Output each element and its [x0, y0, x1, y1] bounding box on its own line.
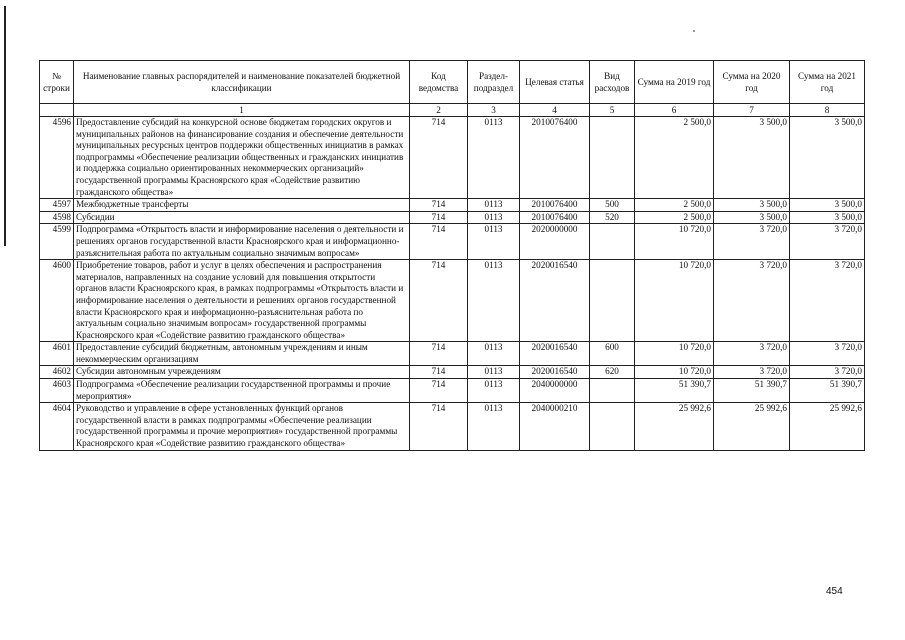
row-target-article: 2040000000 — [520, 379, 590, 403]
column-number-cell: 1 — [74, 104, 410, 117]
row-target-article: 2010076400 — [520, 211, 590, 224]
row-name: Субсидии — [74, 211, 410, 224]
table-row — [40, 366, 865, 379]
scan-speck — [693, 30, 695, 32]
row-expense-kind: 520 — [590, 211, 635, 224]
header-row — [40, 61, 865, 104]
column-number-cell: 5 — [590, 104, 635, 117]
row-number: 4600 — [40, 260, 74, 342]
row-name: Руководство и управление в сфере установленных функций органов государственной власти в рамках подпрограммы «Обеспечение реализации государственной программы и прочие мероприятия» государственной программы Красноярского края «Содействие развитию гражданского общества» — [74, 403, 410, 450]
table-row — [40, 260, 865, 342]
row-number: 4604 — [40, 403, 74, 450]
row-name: Предоставление субсидий бюджетным, автономным учреждениям и иным некоммерческим организациям — [74, 342, 410, 366]
row-section: 0113 — [468, 342, 520, 366]
row-expense-kind: 600 — [590, 342, 635, 366]
row-sum-2019: 2 500,0 — [635, 117, 714, 199]
table-row — [40, 379, 865, 403]
column-number-cell: 4 — [520, 104, 590, 117]
column-number-cell: 8 — [790, 104, 865, 117]
row-agency-code: 714 — [410, 379, 468, 403]
row-section: 0113 — [468, 379, 520, 403]
table-row — [40, 403, 865, 450]
row-expense-kind — [590, 403, 635, 450]
budget-sheet — [39, 60, 865, 451]
row-sum-2021: 3 500,0 — [790, 117, 865, 199]
row-expense-kind — [590, 379, 635, 403]
header-cell: Вид расходов — [590, 61, 635, 104]
column-number-cell — [40, 104, 74, 117]
header-cell: Раздел-подраздел — [468, 61, 520, 104]
row-section: 0113 — [468, 211, 520, 224]
row-sum-2021: 3 500,0 — [790, 199, 865, 212]
row-name: Субсидии автономным учреждениям — [74, 366, 410, 379]
row-name: Предоставление субсидий на конкурсной основе бюджетам городских округов и муниципальных районов на финансирование создания и обеспечение деятельности муниципальных ресурсных центров поддержки общественных инициатив в рамках подпрограммы «Обеспечение реализации общественных и гражданских инициатив и поддержка социально ориентированных некоммерческих организаций» государственной программы Красноярского края «Содействие развитию гражданского общества» — [74, 117, 410, 199]
row-agency-code: 714 — [410, 342, 468, 366]
row-number: 4598 — [40, 211, 74, 224]
row-sum-2021: 51 390,7 — [790, 379, 865, 403]
header-cell: Сумма на 2021 год — [790, 61, 865, 104]
row-section: 0113 — [468, 403, 520, 450]
row-sum-2021: 3 500,0 — [790, 211, 865, 224]
table-row — [40, 224, 865, 260]
column-number-row — [40, 104, 865, 117]
row-target-article: 2020016540 — [520, 366, 590, 379]
column-number-cell: 2 — [410, 104, 468, 117]
row-sum-2020: 3 720,0 — [714, 342, 790, 366]
row-expense-kind: 620 — [590, 366, 635, 379]
row-sum-2020: 25 992,6 — [714, 403, 790, 450]
row-agency-code: 714 — [410, 211, 468, 224]
row-agency-code: 714 — [410, 260, 468, 342]
row-sum-2021: 3 720,0 — [790, 342, 865, 366]
column-number-cell: 7 — [714, 104, 790, 117]
row-sum-2021: 3 720,0 — [790, 224, 865, 260]
row-number: 4597 — [40, 199, 74, 212]
row-sum-2020: 3 500,0 — [714, 199, 790, 212]
row-agency-code: 714 — [410, 117, 468, 199]
row-name: Подпрограмма «Открытость власти и информирование населения о деятельности и решениях органов государственной власти Красноярского края и информационно-разъяснительная работа по актуальным социально значимым вопросам» — [74, 224, 410, 260]
table-row — [40, 199, 865, 212]
row-sum-2019: 2 500,0 — [635, 211, 714, 224]
row-sum-2020: 51 390,7 — [714, 379, 790, 403]
header-cell: Сумма на 2019 год — [635, 61, 714, 104]
row-target-article: 2010076400 — [520, 199, 590, 212]
row-sum-2021: 25 992,6 — [790, 403, 865, 450]
row-sum-2019: 10 720,0 — [635, 260, 714, 342]
row-name: Подпрограмма «Обеспечение реализации государственной программы и прочие мероприятия» — [74, 379, 410, 403]
row-sum-2020: 3 720,0 — [714, 260, 790, 342]
row-number: 4599 — [40, 224, 74, 260]
header-cell: Код ведомства — [410, 61, 468, 104]
table-row — [40, 117, 865, 199]
row-target-article: 2010076400 — [520, 117, 590, 199]
row-sum-2020: 3 500,0 — [714, 211, 790, 224]
row-name: Приобретение товаров, работ и услуг в целях обеспечения и распространения материалов, направленных на создание условий для повышения открытости органов власти Красноярского края, в рамках подпрограммы «Открытость власти и информирование населения о деятельности и решениях органов государственной власти Красноярского края и информационно-разъяснительная работа по актуальным социально значимым вопросам» государственной программы Красноярского края «Содействие развитию гражданского общества» — [74, 260, 410, 342]
row-section: 0113 — [468, 260, 520, 342]
row-target-article: 2020016540 — [520, 342, 590, 366]
row-section: 0113 — [468, 224, 520, 260]
row-number: 4602 — [40, 366, 74, 379]
header-cell: Наименование главных распорядителей и наименование показателей бюджетной классификации — [74, 61, 410, 104]
row-section: 0113 — [468, 366, 520, 379]
row-sum-2019: 10 720,0 — [635, 224, 714, 260]
row-expense-kind — [590, 224, 635, 260]
row-sum-2019: 2 500,0 — [635, 199, 714, 212]
header-cell: Сумма на 2020 год — [714, 61, 790, 104]
table-row — [40, 342, 865, 366]
row-target-article: 2020000000 — [520, 224, 590, 260]
page-number: 454 — [826, 586, 843, 597]
row-sum-2019: 10 720,0 — [635, 342, 714, 366]
binding-rule — [4, 6, 6, 246]
row-agency-code: 714 — [410, 199, 468, 212]
table-row — [40, 211, 865, 224]
budget-table — [39, 60, 865, 451]
row-sum-2019: 51 390,7 — [635, 379, 714, 403]
row-number: 4596 — [40, 117, 74, 199]
row-target-article: 2020016540 — [520, 260, 590, 342]
column-number-cell: 6 — [635, 104, 714, 117]
row-sum-2021: 3 720,0 — [790, 366, 865, 379]
column-number-cell: 3 — [468, 104, 520, 117]
row-section: 0113 — [468, 117, 520, 199]
row-expense-kind — [590, 117, 635, 199]
row-agency-code: 714 — [410, 366, 468, 379]
row-number: 4601 — [40, 342, 74, 366]
row-section: 0113 — [468, 199, 520, 212]
row-expense-kind: 500 — [590, 199, 635, 212]
row-agency-code: 714 — [410, 224, 468, 260]
header-cell: Целевая статья — [520, 61, 590, 104]
row-sum-2020: 3 720,0 — [714, 224, 790, 260]
row-agency-code: 714 — [410, 403, 468, 450]
row-sum-2019: 25 992,6 — [635, 403, 714, 450]
row-sum-2021: 3 720,0 — [790, 260, 865, 342]
row-sum-2020: 3 720,0 — [714, 366, 790, 379]
row-sum-2020: 3 500,0 — [714, 117, 790, 199]
header-cell: № строки — [40, 61, 74, 104]
row-name: Межбюджетные трансферты — [74, 199, 410, 212]
row-target-article: 2040000210 — [520, 403, 590, 450]
row-number: 4603 — [40, 379, 74, 403]
row-expense-kind — [590, 260, 635, 342]
row-sum-2019: 10 720,0 — [635, 366, 714, 379]
